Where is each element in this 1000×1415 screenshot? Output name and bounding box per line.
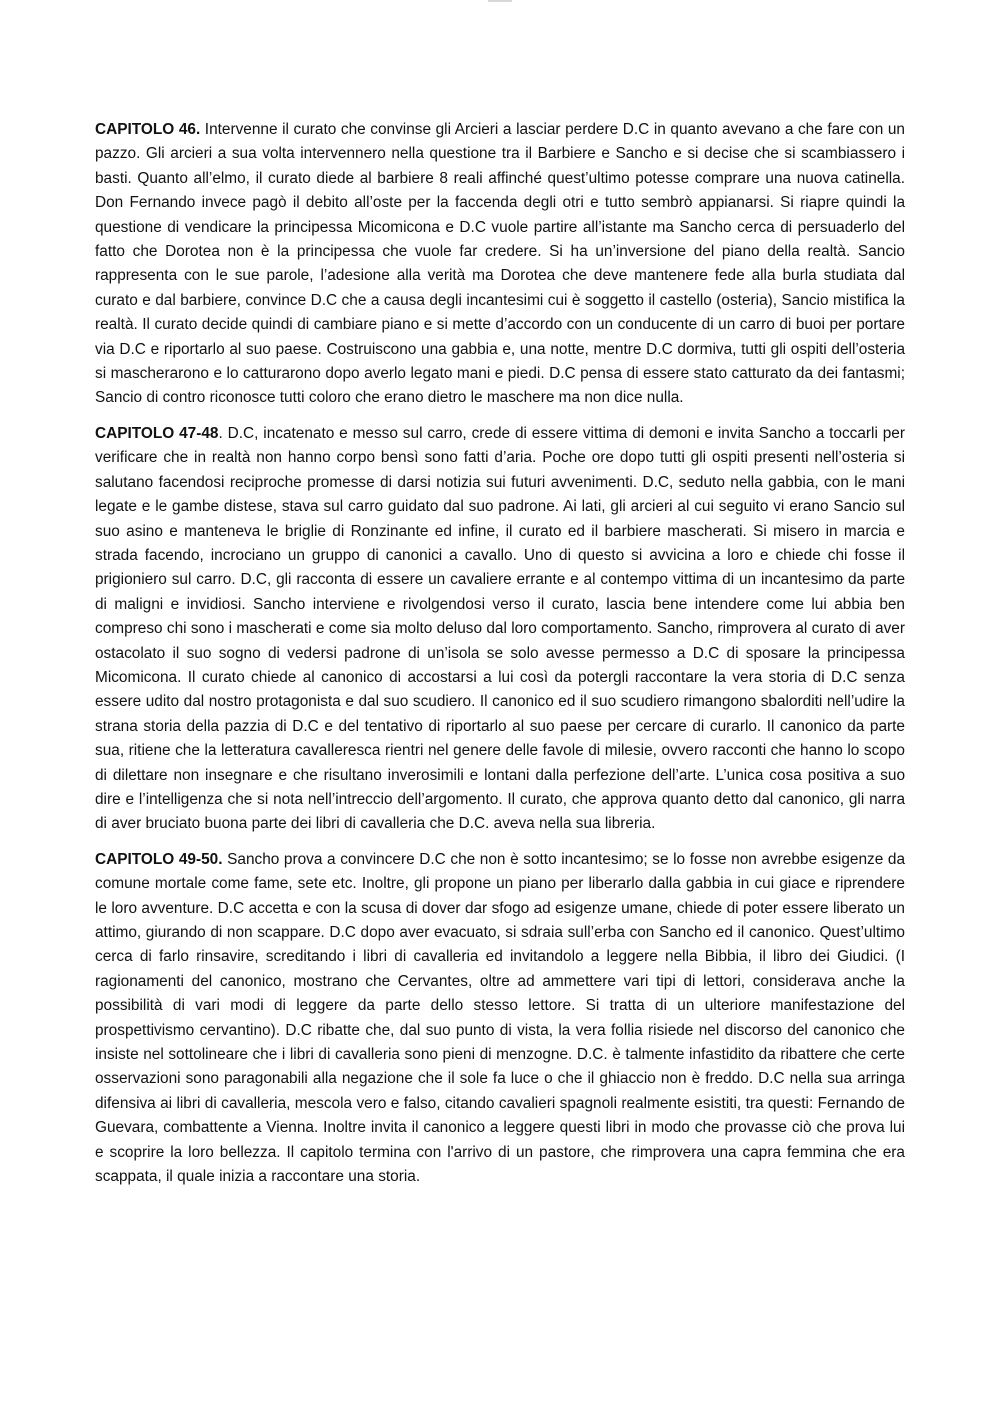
section-text: Sancho prova a convincere D.C che non è sotto incantesimo; se lo fosse non avrebbe esigenze da comune mortale come fame, sete etc. Inoltre, gli propone un piano per liberarlo dalla gabbia in cui giace e riprendere le loro avventure. D.C accetta e con la scusa di dover dar sfogo ad esigenze umane, chiede di poter essere liberato un attimo, giurando di non scappare. D.C dopo aver evacuato, si sdraia sull’erba con Sancho ed il canonico. Quest’ultimo cerca di farlo rinsavire, screditando i libri di cavalleria ed invitandolo a leggere nella Bibbia, il libro dei Giudici. (I ragionamenti del canonico, mostrano che Cervantes, oltre ad ammettere vari tipi di lettori, considerava anche la possibilità di vari modi di leggere da parte dello stesso lettore. Si tratta di un ulteriore manifestazione del prospettivismo cervantino). D.C ribatte che, dal suo punto di vista, la vera follia risiede nel discorso del canonico che insiste nel sottolineare che i libri di cavalleria sono pieni di menzogne. D.C. è talmente infastidito da ribattere che certe osservazioni sono paragonabili alla negazione che il sole fa luce o che il ghiaccio non è freddo. D.C nella sua arringa difensiva ai libri di cavalleria, mescola vero e falso, citando cavalieri spagnoli realmente esistiti, tra questi: Fernando de Guevara, combattente a Vienna. Inoltre invita il canonico a leggere questi libri in modo che provasse ciò che prova lui e scoprire la loro bellezza. Il capitolo termina con l'arrivo di un pastore, che rimprovera una capra femmina che era scappata, il quale inizia a raccontare una storia. <box>95 850 905 1186</box>
section-title: CAPITOLO 46. <box>95 121 201 138</box>
section-capitolo-47-48 <box>95 422 905 837</box>
document-body <box>95 118 905 1200</box>
section-text: . D.C, incatenato e messo sul carro, crede di essere vittima di demoni e invita Sancho a toccarli per verificare che in realtà non hanno corpo bensì sono fatti d’aria. Poche ore dopo tutti gli ospiti presenti nell’osteria si salutano facendosi reciproche promesse di darsi notizia sui futuri avvenimenti. D.C, seduto nella gabbia, con le mani legate e le gambe distese, stava sul carro guidato dal suo padrone. Ai lati, gli arcieri al cui seguito vi erano Sancio sul suo asino e manteneva le briglie di Ronzinante ed infine, il curato ed il barbiere mascherati. Si misero in marcia e strada facendo, incrociano un gruppo di canonici a cavallo. Uno di questo si avvicina a loro e chiede chi fosse il prigioniero sul carro. D.C, gli racconta di essere un cavaliere errante e al contempo vittima di un incantesimo da parte di maligni e invidiosi. Sancho interviene e rivolgendosi verso il curato, lascia bene intendere come lui abbia ben compreso chi sono i mascherati e come sia molto deluso dal loro comportamento. Sancho, rimprovera al curato di aver ostacolato il suo sogno di vedersi padrone di un’isola se solo avesse permesso a D.C di sposare la principessa Micomicona. Il curato chiede al canonico di accostarsi a lui così da potergli raccontare la vera storia di D.C senza essere udito dal nostro protagonista e dal suo scudiero. Il canonico ed il suo scudiero rimangono sbalorditi nell’udire la strana storia della pazzia di D.C e del tentativo di riportarlo al suo paese per cercare di curarlo. Il canonico da parte sua, ritiene che la letteratura cavalleresca rientri nel genere delle favole di milesie, ovvero racconti che hanno lo scopo di dilettare non insegnare e che risultano inverosimili e lontani dalla perfezione dell’arte. L’unica cosa positiva a suo dire e l’intelligenza che si nota nell’intreccio dell’argomento. Il curato, che approva quanto detto dal canonico, gli narra di aver bruciato buona parte dei libri di cavalleria che D.C. aveva nella sua libreria. <box>95 424 905 833</box>
section-capitolo-49-50 <box>95 848 905 1190</box>
section-title: CAPITOLO 49-50. <box>95 850 223 868</box>
section-title: CAPITOLO 47-48 <box>95 424 219 442</box>
section-text: Intervenne il curato che convinse gli Arcieri a lasciar perdere D.C in quanto avevano a che fare con un pazzo. Gli arcieri a sua volta intervennero nella questione tra il Barbiere e Sancho e si decise che si scambiassero i basti. Quanto all’elmo, il curato diede al barbiere 8 reali affinché quest’ultimo potesse comprare una nuova catinella. Don Fernando invece pagò il debito all’oste per la faccenda degli otri e tutto sembrò appianarsi. Si riapre quindi la questione di vendicare la principessa Micomicona e D.C vuole partire all’istante ma Sancho cerca di persuaderlo del fatto che Dorotea non è la principessa che vuole far credere. Si ha un’inversione del piano della realtà. Sancio rappresenta con le sue parole, l’adesione alla verità ma Dorotea che deve mantenere fede alla burla studiata dal curato e dal barbiere, convince D.C che a causa degli incantesimi cui è soggetto il castello (osteria), Sancio mistifica la realtà. Il curato decide quindi di cambiare piano e si mette d’accordo con un conducente di un carro di buoi per portare via D.C e riportarlo al suo paese. Costruiscono una gabbia e, una notte, mentre D.C dormiva, tutti gli ospiti dell’osteria si mascherarono e lo catturarono dopo averlo legato mani e piedi. D.C pensa di essere stato catturato da dei fantasmi; Sancio di contro riconosce tutti coloro che erano dietro le maschere ma non dice nulla. <box>95 121 905 407</box>
header-mark <box>488 0 512 2</box>
section-capitolo-46 <box>95 118 905 411</box>
